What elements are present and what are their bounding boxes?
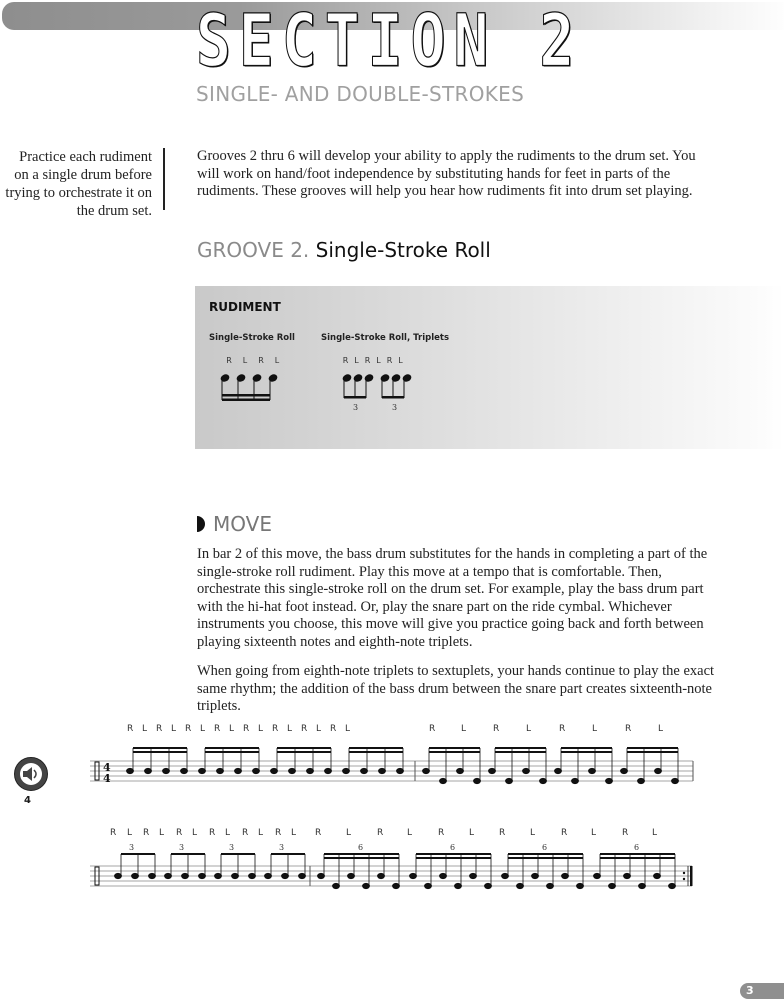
intro-paragraph: Grooves 2 thru 6 will develop your ability to apply the rudiments to the drum set. You will work on hand/foot independence by substituting hands for feet in parts of the rudiments. These grooves will help you hear how rudiments fit into drum set playing.	[197, 148, 696, 199]
sidenote: Practice each rudiment on a single drum before trying to orchestrate it on the drum set.	[5, 149, 152, 219]
tuplet-marker: 6	[450, 843, 456, 852]
speaker-icon[interactable]	[14, 757, 48, 791]
rudiment-notation-triplets	[341, 370, 431, 406]
rudiment-title-triplets: Single-Stroke Roll, Triplets	[321, 333, 449, 343]
tuplet-marker: 3	[392, 403, 398, 412]
drum-staff-line-2	[88, 850, 708, 895]
tuplet-marker: 3	[229, 843, 235, 852]
page-number: 3	[746, 984, 754, 997]
rudiment-sticking-single: R L R L	[226, 356, 280, 365]
rudiment-sticking-triplets: R L R L R L	[342, 356, 403, 365]
section-title: SECTION 2	[196, 0, 583, 83]
tuplet-marker: 3	[353, 403, 359, 412]
rudiment-title-single: Single-Stroke Roll	[209, 333, 295, 343]
drum-staff-line-1	[88, 745, 708, 790]
rudiment-notation-single	[217, 370, 287, 406]
move-paragraph-2: When going from eighth-note triplets to sextuplets, your hands continue to play the exact same rhythm; the addition of the bass drum between the snare part creates sixteenth-note triplets.	[197, 663, 715, 714]
sidenote-divider	[163, 148, 165, 210]
tuplet-marker: 3	[129, 843, 135, 852]
tuplet-marker: 3	[179, 843, 185, 852]
section-subtitle: SINGLE- AND DOUBLE-STROKES	[196, 82, 525, 106]
groove-number: GROOVE 2.	[197, 238, 310, 262]
move-paragraph-1: In bar 2 of this move, the bass drum substitutes for the hands in completing a part of the single-stroke roll rudiment. Play this move at a tempo that is comfortable. Then, orchestrate this single-stroke roll on the drum set. For example, play the bass drum part with the hi-hat foot instead. Or, play the snare part on the ride cymbal. Whichever instruments you choose, this move will give you practice going back and forth between playing sixteenth notes and eighth-note triplets.	[197, 546, 708, 650]
tuplet-marker: 6	[542, 843, 548, 852]
half-circle-bullet-icon	[197, 516, 205, 532]
move-heading-label: MOVE	[213, 512, 272, 536]
move-heading	[197, 512, 272, 536]
tuplet-marker: 6	[634, 843, 640, 852]
rudiment-label: RUDIMENT	[209, 300, 281, 314]
svg-text:4: 4	[103, 772, 111, 785]
groove-name: Single-Stroke Roll	[315, 238, 491, 262]
tuplet-marker: 3	[279, 843, 285, 852]
tuplet-marker: 6	[358, 843, 364, 852]
audio-track-number: 4	[24, 795, 31, 806]
groove-heading	[197, 238, 491, 262]
rudiment-box	[195, 286, 784, 449]
svg-text:4: 4	[103, 761, 111, 774]
